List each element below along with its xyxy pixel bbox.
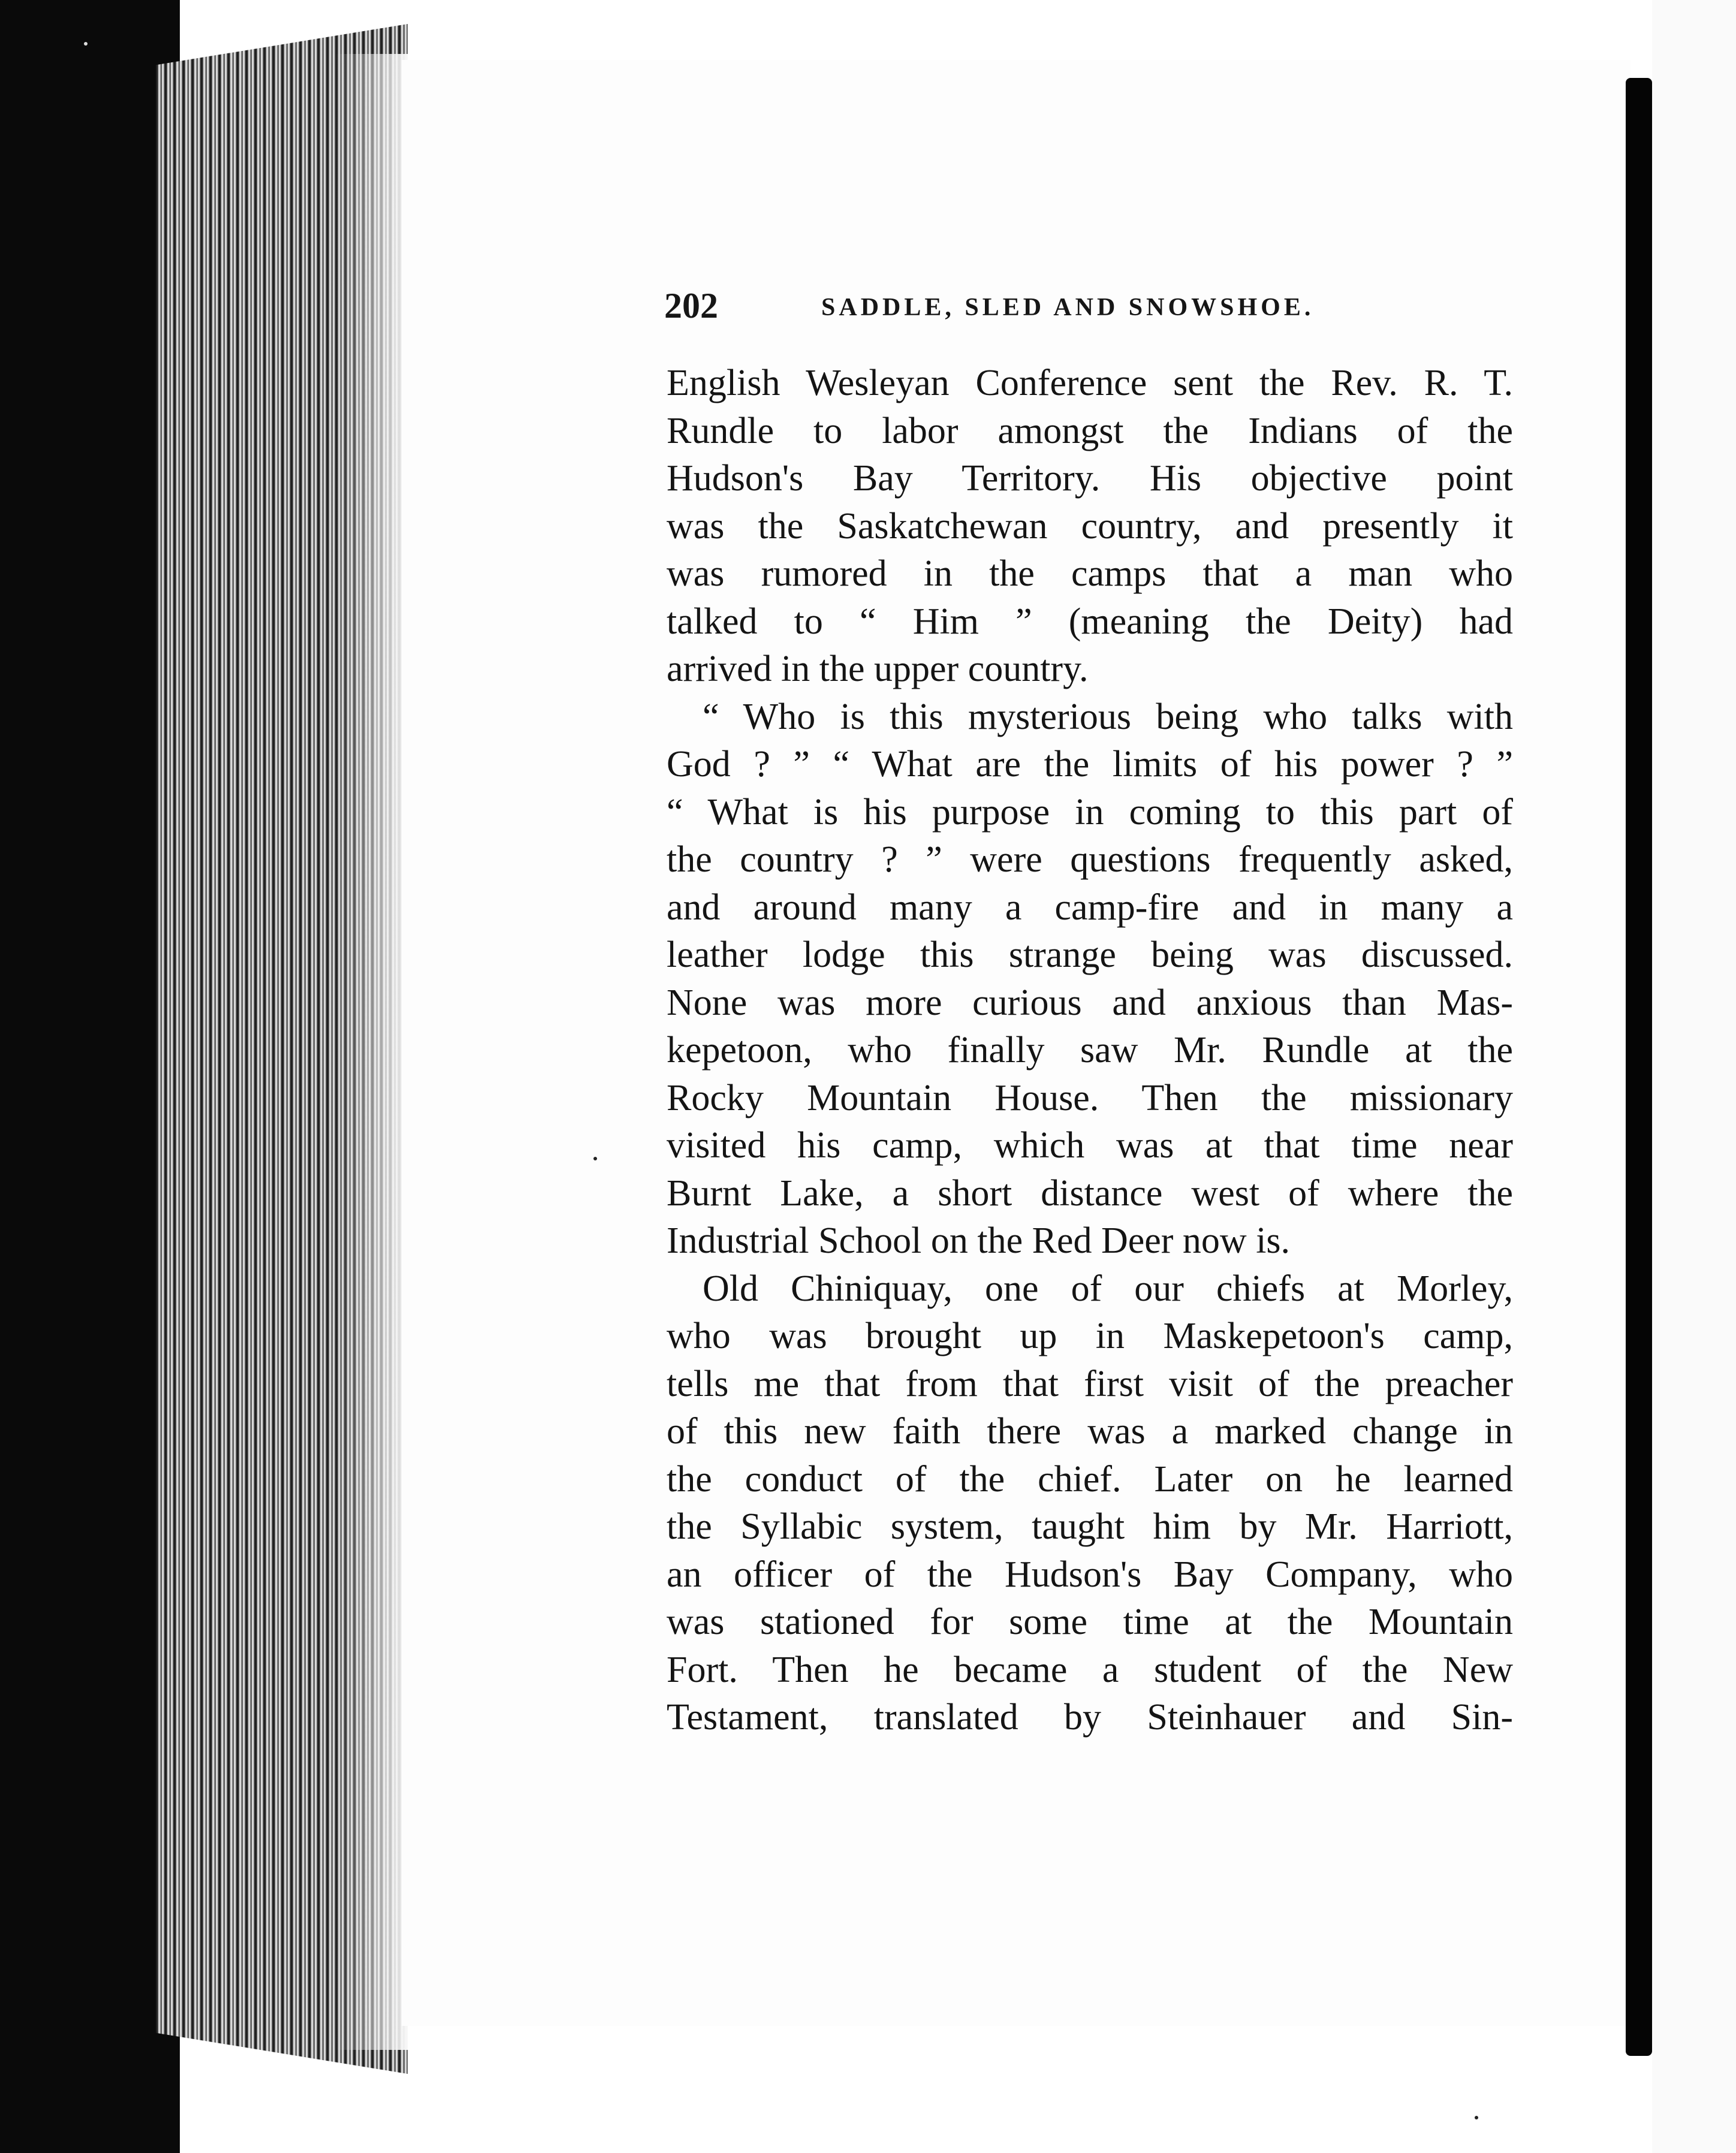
text-line: leather lodge this strange being was discussed. [667,934,1513,975]
gutter-shadow [1626,78,1652,2056]
facing-page-edge [1652,0,1736,2153]
text-line: was the Saskatchewan country, and presently it [667,505,1513,547]
text-line: “ What is his purpose in coming to this part of [667,791,1513,833]
running-head [664,282,1515,330]
text-line: None was more curious and anxious than Mas- [667,982,1513,1023]
scan-speck [84,42,88,46]
text-line: “ Who is this mysterious being who talks with [703,696,1513,737]
text-line: talked to “ Him ” (meaning the Deity) had [667,601,1513,642]
text-line: Fort. Then he became a student of the New [667,1649,1513,1690]
scan-speck [1475,2116,1478,2119]
text-line: Burnt Lake, a short distance west of where the [667,1172,1513,1214]
text-line: visited his camp, which was at that time near [667,1125,1513,1166]
text-line: Hudson's Bay Territory. His objective point [667,458,1513,499]
book-title: SADDLE, SLED AND SNOWSHOE. [821,294,1315,321]
text-line: Industrial School on the Red Deer now is. [667,1220,1291,1261]
text-line: the Syllabic system, taught him by Mr. Harriott, [667,1506,1513,1547]
text-line: tells me that from that first visit of the preacher [667,1363,1513,1404]
scan-background [0,0,180,2153]
text-line: arrived in the upper country. [667,649,1089,689]
body-text [667,360,1513,1742]
text-line: Testament, translated by Steinhauer and Sin- [667,1697,1513,1738]
text-line: kepetoon, who finally saw Mr. Rundle at the [667,1030,1513,1071]
text-line: Old Chiniquay, one of our chiefs at Morley, [703,1268,1513,1309]
text-line: the conduct of the chief. Later on he learned [667,1458,1513,1500]
scan-speck [593,1157,597,1160]
text-line: of this new faith there was a marked change in [667,1411,1513,1452]
page-edge-fade [336,54,408,2050]
text-line: the country ? ” were questions frequently asked, [667,839,1513,880]
text-line: and around many a camp-fire and in many a [667,886,1513,928]
text-line: Rocky Mountain House. Then the missionary [667,1077,1513,1118]
text-line: Rundle to labor amongst the Indians of the [667,410,1513,451]
text-line: English Wesleyan Conference sent the Rev. R. T. [667,363,1513,403]
text-line: was stationed for some time at the Mountain [667,1602,1513,1642]
text-line: was rumored in the camps that a man who [667,553,1513,594]
text-line: an officer of the Hudson's Bay Company, who [667,1554,1513,1595]
text-line: God ? ” “ What are the limits of his power ? ” [667,744,1513,785]
text-line: who was brought up in Maskepetoon's camp, [667,1316,1513,1356]
page-number: 202 [664,286,718,325]
